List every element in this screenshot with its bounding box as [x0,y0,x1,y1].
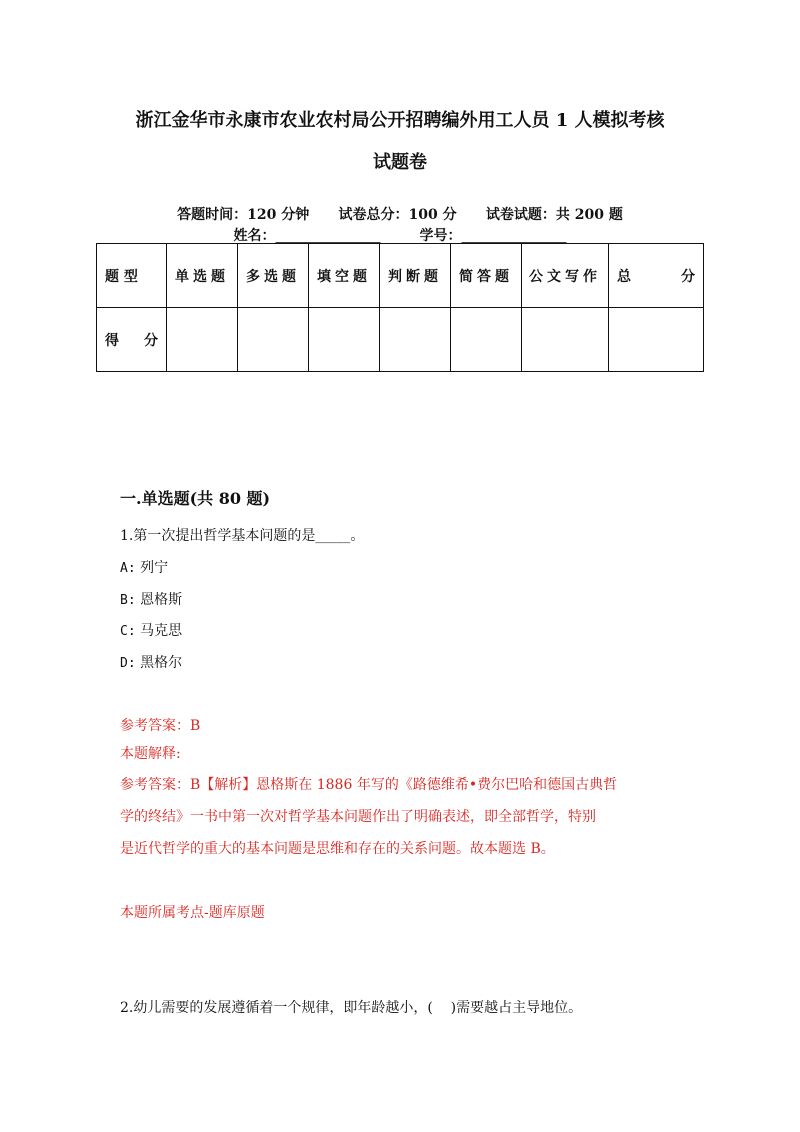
question1-explain-line2: 学的终结》一书中第一次对哲学基本问题作出了明确表述，即全部哲学，特别 [120,809,596,825]
score-cell-multi [238,308,309,372]
score-header-total-b: 分 [681,268,695,285]
option-c-text: 马克思 [135,623,183,639]
option-b-text: 恩格斯 [135,592,183,608]
question1-option-c [120,620,182,640]
score-table [96,243,704,372]
question1-option-b [120,589,182,609]
score-row-label-b: 分 [144,332,158,349]
score-header-type [97,244,167,308]
question1-explain-line3: 是近代哲学的重大的基本问题是思维和存在的关系问题。故本题选 B。 [120,841,555,857]
score-header-judge: 判断题 [380,244,451,308]
score-header-short: 简答题 [451,244,522,308]
question1-topic: 本题所属考点-题库原题 [120,905,265,921]
score-row-label-a: 得 [105,332,119,349]
score-cell-judge [380,308,451,372]
question1-option-d [120,652,182,672]
score-header-total-a: 总 [617,268,631,285]
question1-explain-line1: 参考答案：B【解析】恩格斯在 1886 年写的《路德维希•费尔巴哈和德国古典哲 [120,777,618,793]
question1-option-a [120,557,168,577]
score-header-document: 公文写作 [522,244,609,308]
name-id-fields: 姓名：_______________ 学号：_______________ [233,228,567,244]
question1-stem: 1.第一次提出哲学基本问题的是_____。 [120,528,365,544]
score-cell-single [167,308,238,372]
section-title: 一.单选题(共 80 题) [120,489,271,508]
score-table-header-row [97,244,704,308]
score-table-score-row [97,308,704,372]
question1-answer: 参考答案：B [120,718,201,734]
score-cell-total [609,308,704,372]
exam-title-line2: 试题卷 [373,152,427,173]
option-a-text: 列宁 [135,560,169,576]
score-cell-short [451,308,522,372]
option-d-key: D: [120,656,136,671]
option-c-key: C: [120,624,136,639]
option-d-text: 黑格尔 [135,655,183,671]
score-cell-document [522,308,609,372]
score-row-label [97,308,167,372]
option-a-key: A: [120,561,136,576]
score-header-multi: 多选题 [238,244,309,308]
score-header-type-text: 题 型 [105,268,138,285]
exam-title-line1: 浙江金华市永康市农业农村局公开招聘编外用工人员 1 人模拟考核 [135,110,665,131]
score-header-fill: 填空题 [309,244,380,308]
exam-meta-info: 答题时间：120 分钟 试卷总分：100 分 试卷试题：共 200 题 [177,207,623,223]
question1-explain-label: 本题解释: [120,746,181,762]
option-b-key: B: [120,593,136,608]
score-header-total [609,244,704,308]
question2-stem: 2.幼儿需要的发展遵循着一个规律，即年龄越小，( )需要越占主导地位。 [120,1000,583,1016]
score-cell-fill [309,308,380,372]
score-header-single: 单选题 [167,244,238,308]
